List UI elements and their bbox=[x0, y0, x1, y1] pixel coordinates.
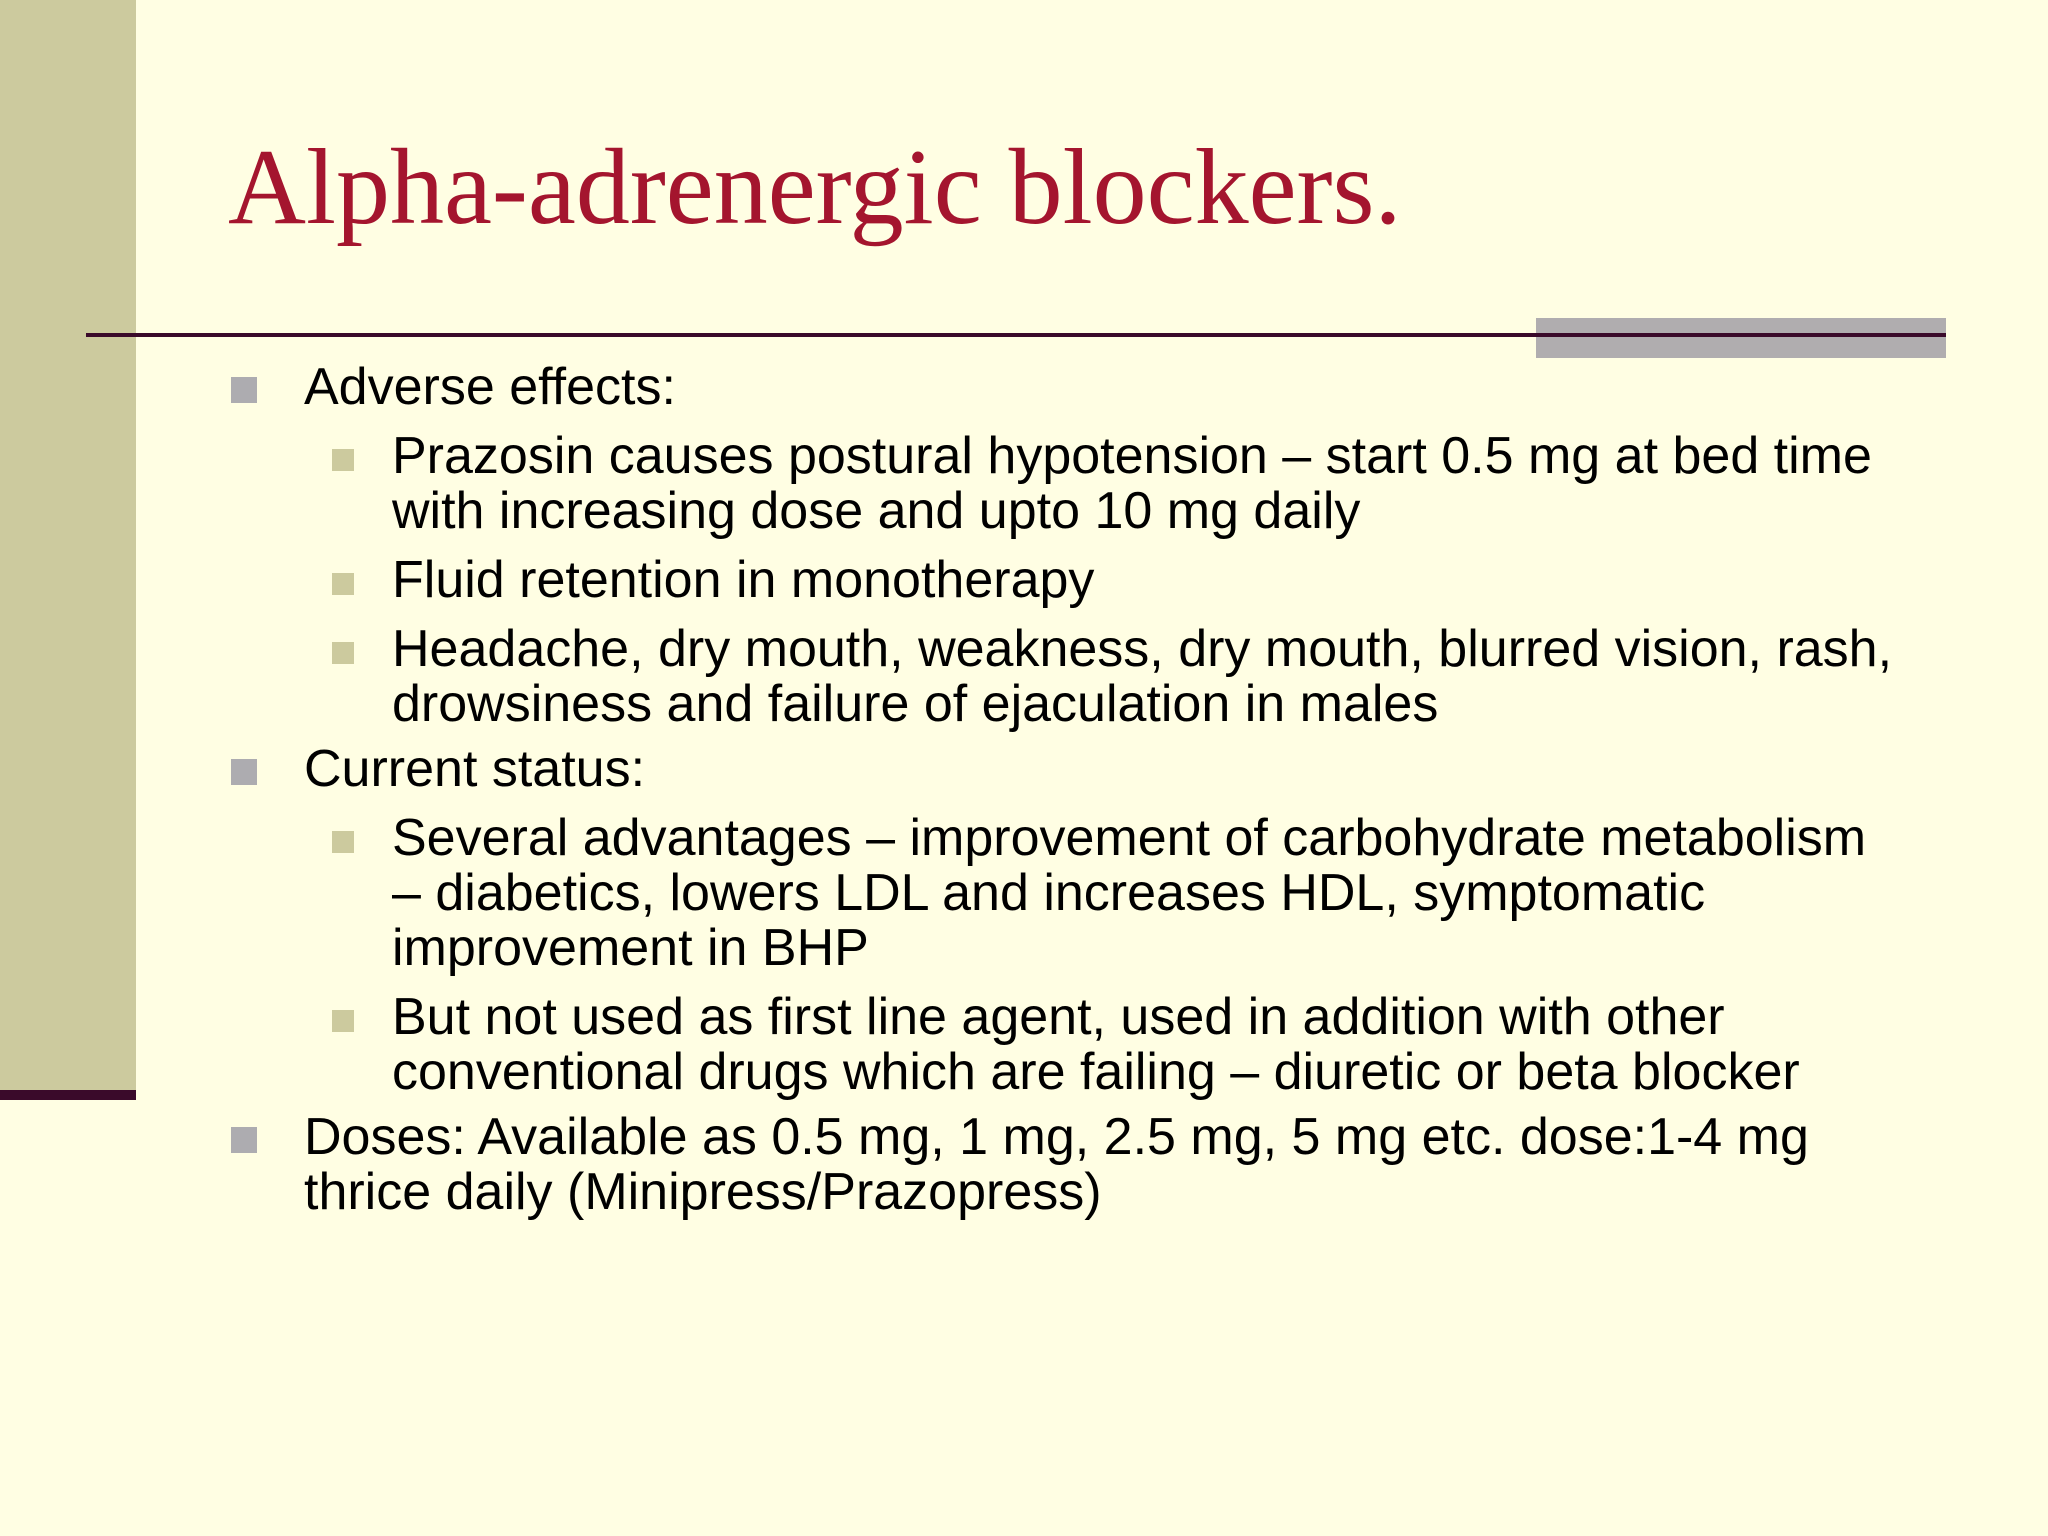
bullet-text: Prazosin causes postural hypotension – start 0.5 mg at bed time with increasing dose and upto 10 mg daily bbox=[392, 427, 1872, 540]
slide-content bbox=[228, 360, 1908, 1220]
square-bullet-icon bbox=[231, 759, 257, 785]
bullet-text: Current status: bbox=[304, 740, 646, 798]
sub-bullet-side-effects bbox=[228, 622, 1908, 732]
square-bullet-icon bbox=[332, 449, 354, 471]
bullet-text: Doses: Available as 0.5 mg, 1 mg, 2.5 mg, 5 mg etc. dose:1-4 mg thrice daily (Minipress/Prazopress) bbox=[304, 1108, 1809, 1221]
title-rule bbox=[86, 333, 1946, 337]
bullet-text: Adverse effects: bbox=[304, 358, 676, 416]
bullet-text: Several advantages – improvement of carbohydrate metabolism – diabetics, lowers LDL and increases HDL, symptomatic improvement in BHP bbox=[392, 809, 1867, 977]
square-bullet-icon bbox=[332, 642, 354, 664]
sub-bullet-advantages bbox=[228, 811, 1908, 976]
sub-bullet-prazosin-hypotension bbox=[228, 429, 1908, 539]
left-decorative-bar bbox=[0, 0, 136, 1090]
bullet-text: Fluid retention in monotherapy bbox=[392, 551, 1095, 609]
title-rule-accent bbox=[1536, 318, 1946, 358]
square-bullet-icon bbox=[332, 831, 354, 853]
square-bullet-icon bbox=[332, 573, 354, 595]
sub-bullet-fluid-retention bbox=[228, 553, 1908, 608]
bullet-adverse-effects bbox=[228, 360, 1908, 415]
bullet-text: But not used as first line agent, used in addition with other conventional drugs which are failing – diuretic or beta blocker bbox=[392, 988, 1800, 1101]
bullet-doses bbox=[228, 1110, 1908, 1220]
square-bullet-icon bbox=[231, 1127, 257, 1153]
square-bullet-icon bbox=[332, 1010, 354, 1032]
bullet-current-status bbox=[228, 742, 1908, 797]
slide-title: Alpha-adrenergic blockers. bbox=[228, 128, 1402, 247]
square-bullet-icon bbox=[231, 377, 257, 403]
left-bar-underline bbox=[0, 1090, 136, 1100]
bullet-text: Headache, dry mouth, weakness, dry mouth, blurred vision, rash, drowsiness and failure of ejaculation in males bbox=[392, 620, 1893, 733]
sub-bullet-not-first-line bbox=[228, 990, 1908, 1100]
